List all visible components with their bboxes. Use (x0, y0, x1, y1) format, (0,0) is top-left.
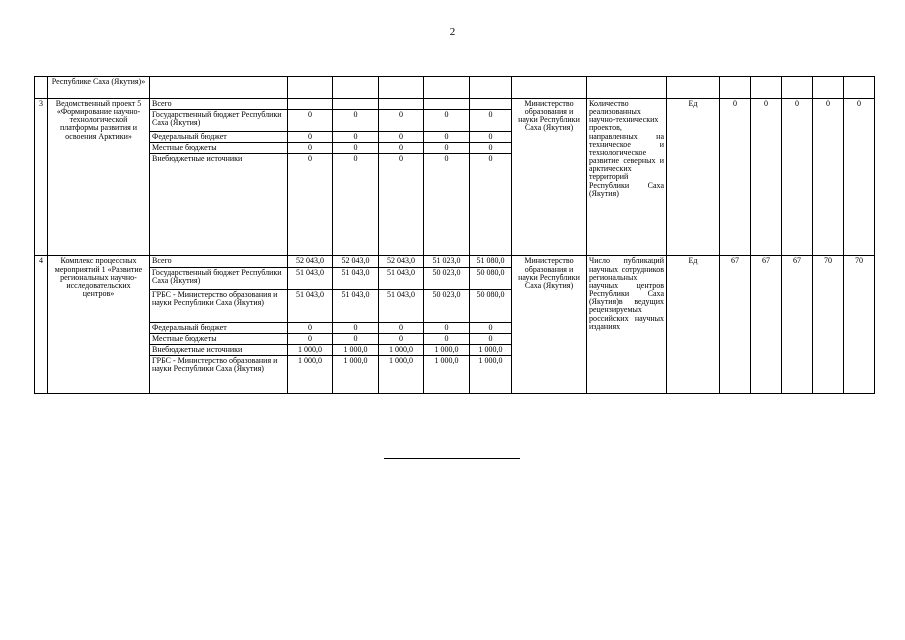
value-cell: 51 043,0 (288, 289, 333, 322)
value-cell: 51 043,0 (379, 289, 424, 322)
value-cell: 52 043,0 (288, 256, 333, 267)
value-cell: 0 (333, 110, 379, 132)
value-cell: 0 (288, 143, 333, 154)
value-cell: 1 000,0 (470, 356, 512, 394)
value-cell: 0 (424, 143, 470, 154)
source-label: Всего (150, 99, 288, 110)
value-cell: 1 000,0 (470, 344, 512, 355)
measure-name-cell: Комплекс процессных мероприятий 1 «Развитие региональных научно-исследовательских центров» (48, 256, 150, 394)
value-cell: 0 (424, 132, 470, 143)
value-cell: 51 080,0 (470, 256, 512, 267)
value-cell: 0 (288, 132, 333, 143)
unit-cell: Ед (667, 256, 720, 394)
executor-cell: Министерство образования и науки Республики Саха (Якутия) (512, 99, 587, 256)
value-cell: 0 (333, 132, 379, 143)
value-cell: 0 (424, 110, 470, 132)
value-cell: 1 000,0 (424, 344, 470, 355)
value-cell: 0 (470, 322, 512, 333)
value-cell: 50 023,0 (424, 267, 470, 289)
source-label: Государственный бюджет Республики Саха (Якутия) (150, 267, 288, 289)
value-cell (470, 99, 512, 110)
value-cell: 0 (470, 154, 512, 256)
value-cell: 51 043,0 (288, 267, 333, 289)
source-label: ГРБС - Министерство образования и науки Республики Саха (Якутия) (150, 356, 288, 394)
row-number-cell: 4 (35, 256, 48, 394)
value-cell: 0 (333, 154, 379, 256)
value-cell: 0 (379, 143, 424, 154)
target-cell: 67 (720, 256, 751, 394)
value-cell (379, 99, 424, 110)
value-cell: 0 (470, 110, 512, 132)
executor-cell: Министерство образования и науки Республики Саха (Якутия) (512, 256, 587, 394)
measure-name-cell: Ведомственный проект 5 «Формирование научно-технологической платформы развития и освоения Арктики» (48, 99, 150, 256)
target-cell: 0 (844, 99, 875, 256)
value-cell: 0 (379, 333, 424, 344)
value-cell: 0 (470, 333, 512, 344)
target-cell: 0 (751, 99, 782, 256)
target-cell: 0 (782, 99, 813, 256)
source-label: Федеральный бюджет (150, 132, 288, 143)
row-number-cell (35, 77, 48, 99)
value-cell: 51 043,0 (333, 289, 379, 322)
value-cell: 51 023,0 (424, 256, 470, 267)
value-cell: 50 023,0 (424, 289, 470, 322)
target-cell: 67 (782, 256, 813, 394)
unit-cell: Ед (667, 99, 720, 256)
value-cell: 52 043,0 (379, 256, 424, 267)
table-row (35, 99, 875, 110)
value-cell: 0 (333, 143, 379, 154)
value-cell: 0 (424, 333, 470, 344)
target-cell: 0 (813, 99, 844, 256)
value-cell: 1 000,0 (424, 356, 470, 394)
value-cell: 52 043,0 (333, 256, 379, 267)
indicator-cell: Количество реализованных научно-технических проектов, направленных на техническое и технологическое развитие северных и арктических территорий Республики Саха (Якутия) (587, 99, 667, 256)
value-cell: 0 (470, 132, 512, 143)
page-number: 2 (449, 26, 456, 38)
table-row (35, 256, 875, 267)
value-cell: 50 080,0 (470, 289, 512, 322)
value-cell: 1 000,0 (333, 356, 379, 394)
value-cell: 0 (424, 322, 470, 333)
value-cell (288, 99, 333, 110)
source-label: ГРБС - Министерство образования и науки Республики Саха (Якутия) (150, 289, 288, 322)
value-cell: 0 (379, 322, 424, 333)
target-cell: 70 (844, 256, 875, 394)
value-cell: 0 (288, 322, 333, 333)
value-cell: 0 (333, 333, 379, 344)
value-cell (424, 99, 470, 110)
value-cell: 1 000,0 (333, 344, 379, 355)
value-cell: 1 000,0 (288, 356, 333, 394)
value-cell: 0 (379, 154, 424, 256)
value-cell: 0 (424, 154, 470, 256)
source-label: Внебюджетные источники (150, 154, 288, 256)
source-label: Внебюджетные источники (150, 344, 288, 355)
source-label: Местные бюджеты (150, 143, 288, 154)
indicator-cell: Число публикаций научных сотрудников региональных научных центров Республики Саха (Якутия)в ведущих рецензируемых российских научных изданиях (587, 256, 667, 394)
value-cell (333, 99, 379, 110)
measure-name-cell: Республике Саха (Якутия)» (48, 77, 150, 99)
source-label: Государственный бюджет Республики Саха (Якутия) (150, 110, 288, 132)
value-cell: 1 000,0 (288, 344, 333, 355)
row-number-cell: 3 (35, 99, 48, 256)
value-cell: 1 000,0 (379, 344, 424, 355)
source-cell (150, 77, 288, 99)
value-cell: 0 (288, 333, 333, 344)
target-cell: 67 (751, 256, 782, 394)
footnote-separator-line (384, 458, 520, 459)
target-cell: 0 (720, 99, 751, 256)
table-row (35, 77, 875, 99)
value-cell: 0 (288, 110, 333, 132)
value-cell: 0 (470, 143, 512, 154)
value-cell: 0 (379, 110, 424, 132)
program-table (34, 76, 875, 394)
value-cell: 51 043,0 (333, 267, 379, 289)
value-cell: 50 080,0 (470, 267, 512, 289)
value-cell: 51 043,0 (379, 267, 424, 289)
value-cell: 0 (379, 132, 424, 143)
source-label: Всего (150, 256, 288, 267)
value-cell: 0 (333, 322, 379, 333)
source-label: Федеральный бюджет (150, 322, 288, 333)
value-cell: 0 (288, 154, 333, 256)
value-cell: 1 000,0 (379, 356, 424, 394)
target-cell: 70 (813, 256, 844, 394)
source-label: Местные бюджеты (150, 333, 288, 344)
